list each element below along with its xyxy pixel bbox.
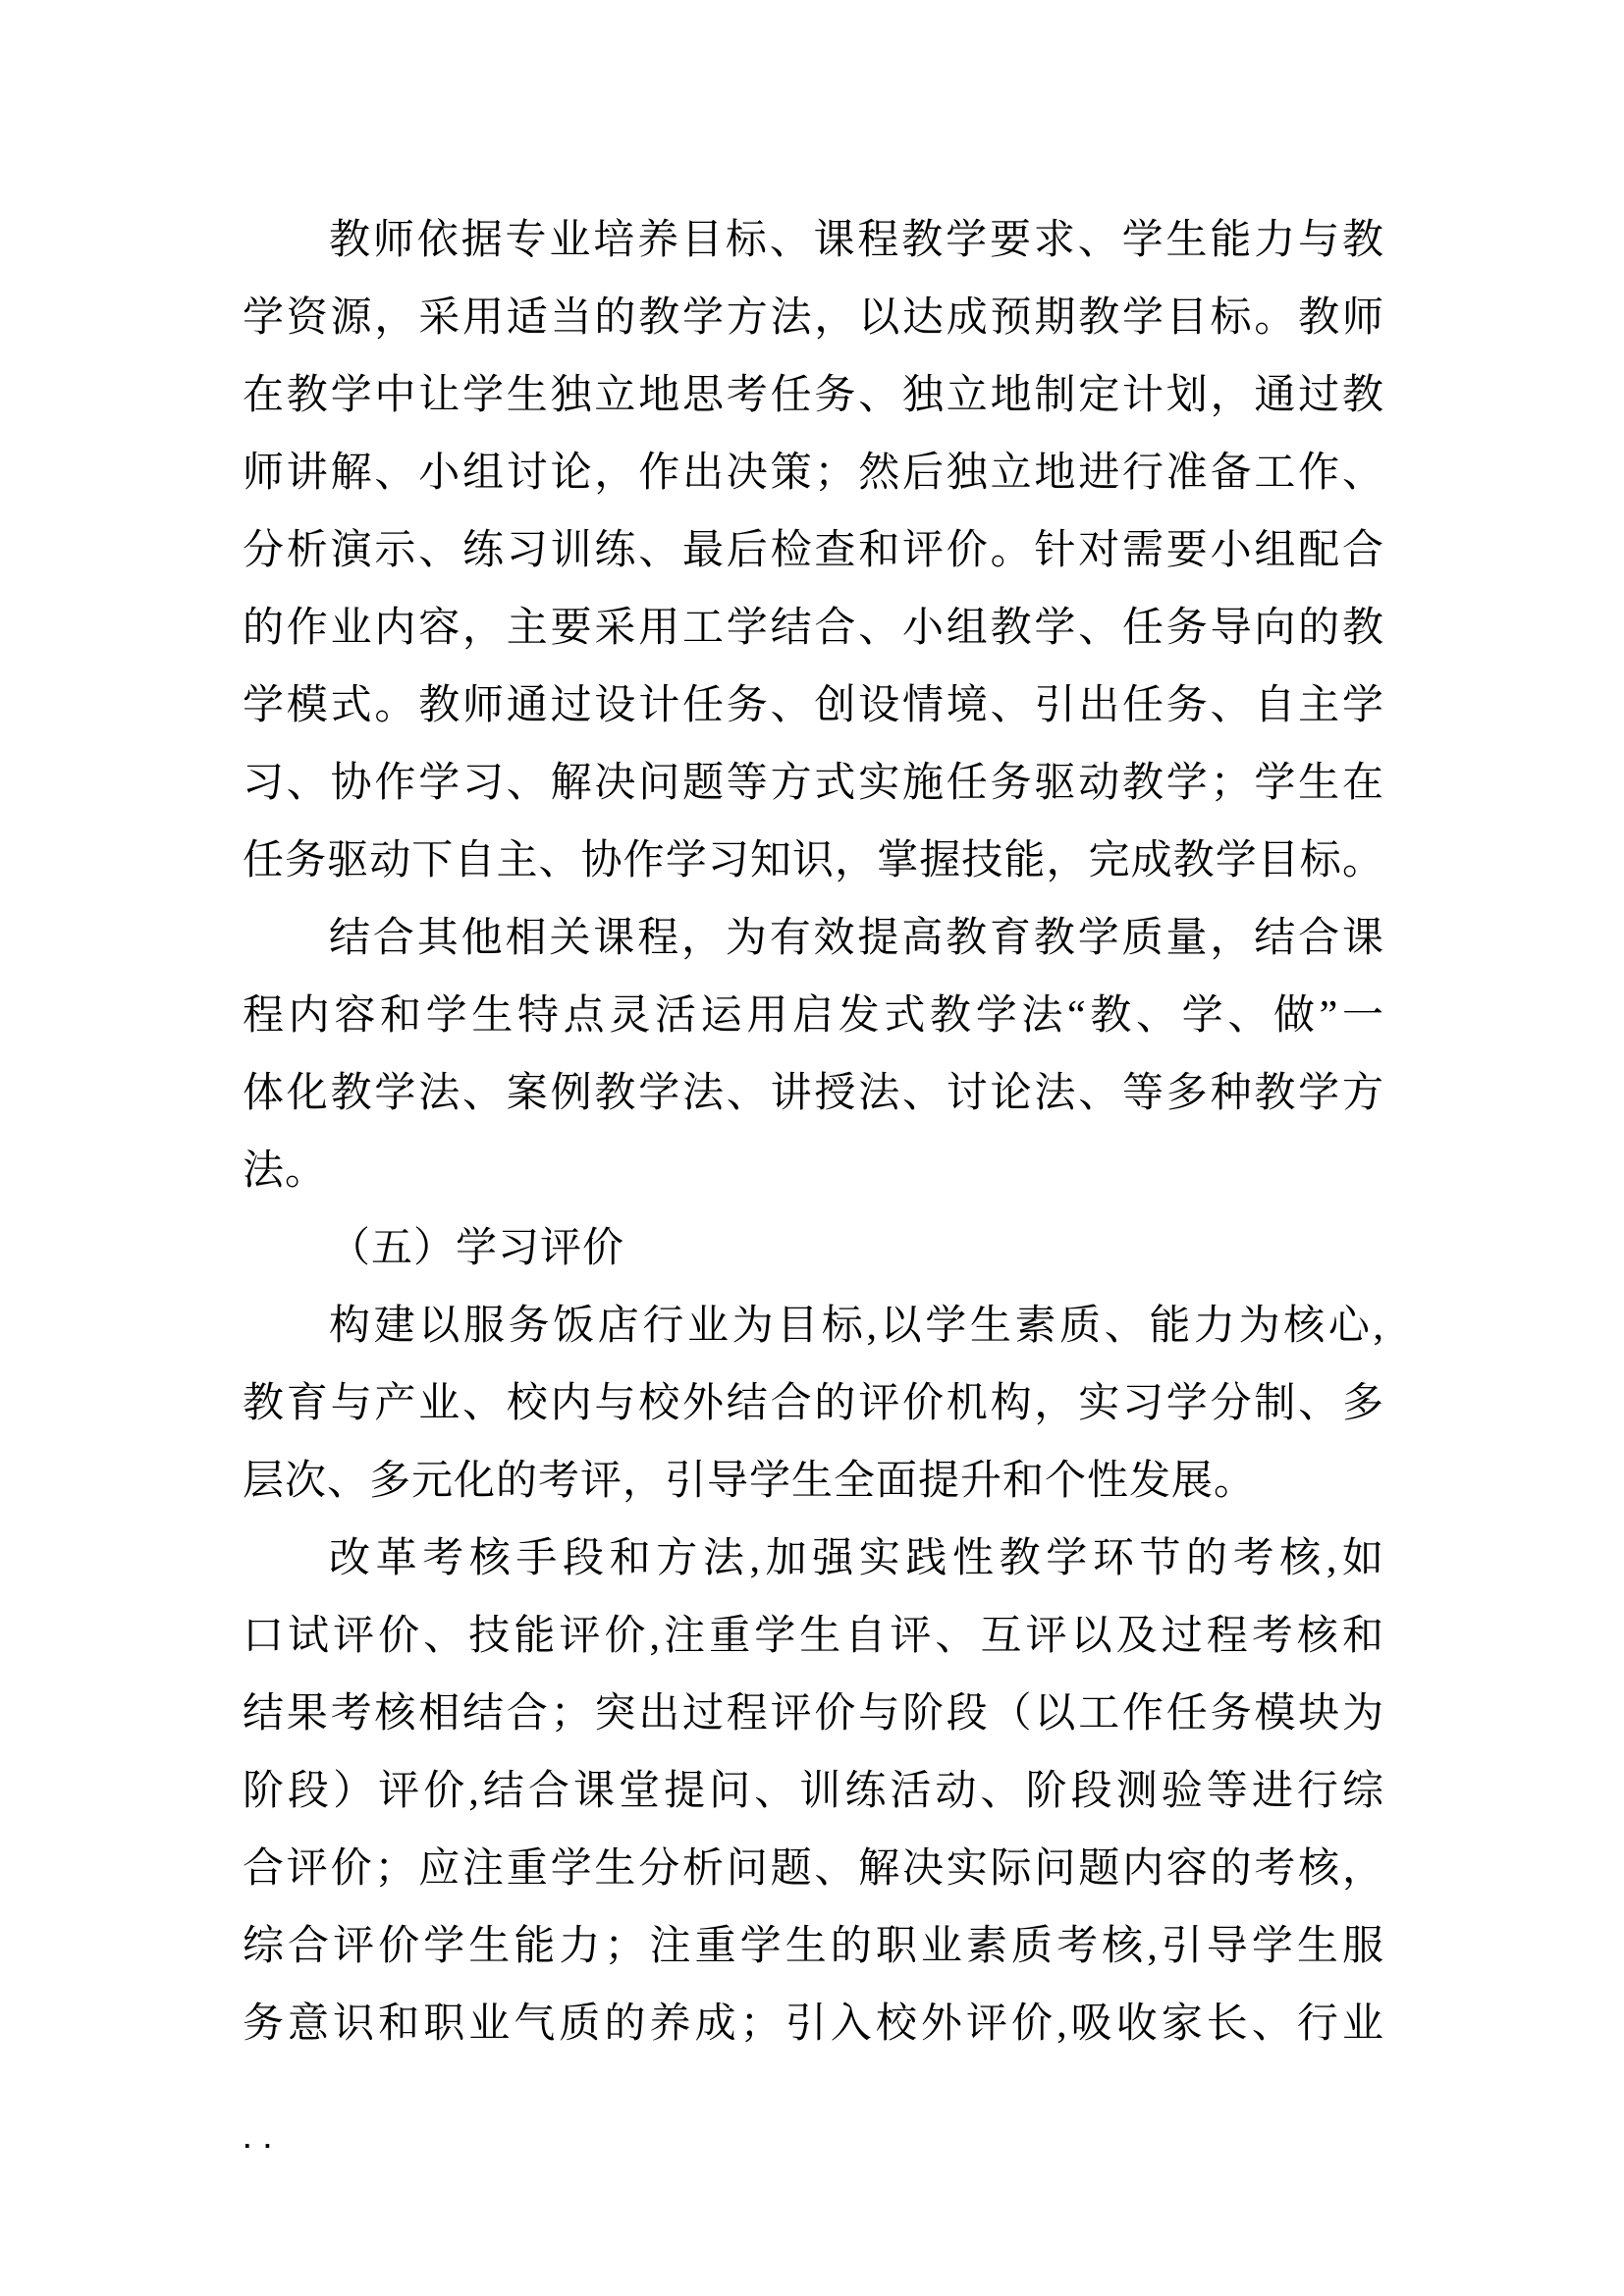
paragraph-line: 口试评价、技能评价,注重学生自评、互评以及过程考核和	[243, 1614, 1384, 1659]
section-heading: （五）学习评价	[329, 1226, 625, 1271]
paragraph-line: 学资源，采用适当的教学方法，以达成预期教学目标。教师	[243, 295, 1384, 341]
paragraph-line: 层次、多元化的考评，引导学生全面提升和个性发展。	[243, 1459, 1257, 1504]
paragraph-line: 师讲解、小组讨论，作出决策；然后独立地进行准备工作、	[243, 451, 1384, 496]
paragraph-line: 构建以服务饭店行业为目标,以学生素质、能力为核心,	[329, 1304, 1384, 1349]
paragraph-line: 学模式。教师通过设计任务、创设情境、引出任务、自主学	[243, 683, 1384, 728]
paragraph-line: 结果考核相结合；突出过程评价与阶段（以工作任务模块为	[243, 1691, 1384, 1736]
paragraph-line: 习、协作学习、解决问题等方式实施任务驱动教学；学生在	[243, 761, 1384, 806]
footer-mark: ..	[240, 2126, 281, 2156]
paragraph-line: 在教学中让学生独立地思考任务、独立地制定计划，通过教	[243, 373, 1384, 418]
paragraph-line: 改革考核手段和方法,加强实践性教学环节的考核,如	[329, 1536, 1384, 1581]
paragraph-line: 法。	[243, 1148, 328, 1194]
paragraph-line: 程内容和学生特点灵活运用启发式教学法“教、学、做”一	[243, 993, 1384, 1039]
paragraph-line: 任务驱动下自主、协作学习知识，掌握技能，完成教学目标。	[243, 838, 1384, 883]
paragraph-line: 的作业内容，主要采用工学结合、小组教学、任务导向的教	[243, 606, 1384, 651]
paragraph-line: 阶段）评价,结合课堂提问、训练活动、阶段测验等进行综	[243, 1769, 1384, 1814]
paragraph-line: 结合其他相关课程，为有效提高教育教学质量，结合课	[329, 916, 1384, 961]
paragraph-line: 体化教学法、案例教学法、讲授法、讨论法、等多种教学方	[243, 1071, 1384, 1116]
document-body	[243, 202, 1384, 2063]
paragraph-line: 教育与产业、校内与校外结合的评价机构，实习学分制、多	[243, 1381, 1384, 1426]
paragraph-line: 综合评价学生能力；注重学生的职业素质考核,引导学生服	[243, 1924, 1384, 1969]
paragraph-line: 合评价；应注重学生分析问题、解决实际问题内容的考核，	[243, 1846, 1384, 1892]
paragraph-line: 务意识和职业气质的养成；引入校外评价,吸收家长、行业	[243, 2002, 1384, 2047]
paragraph-line: 教师依据专业培养目标、课程教学要求、学生能力与教	[329, 218, 1384, 263]
paragraph-line: 分析演示、练习训练、最后检查和评价。针对需要小组配合	[243, 528, 1384, 573]
